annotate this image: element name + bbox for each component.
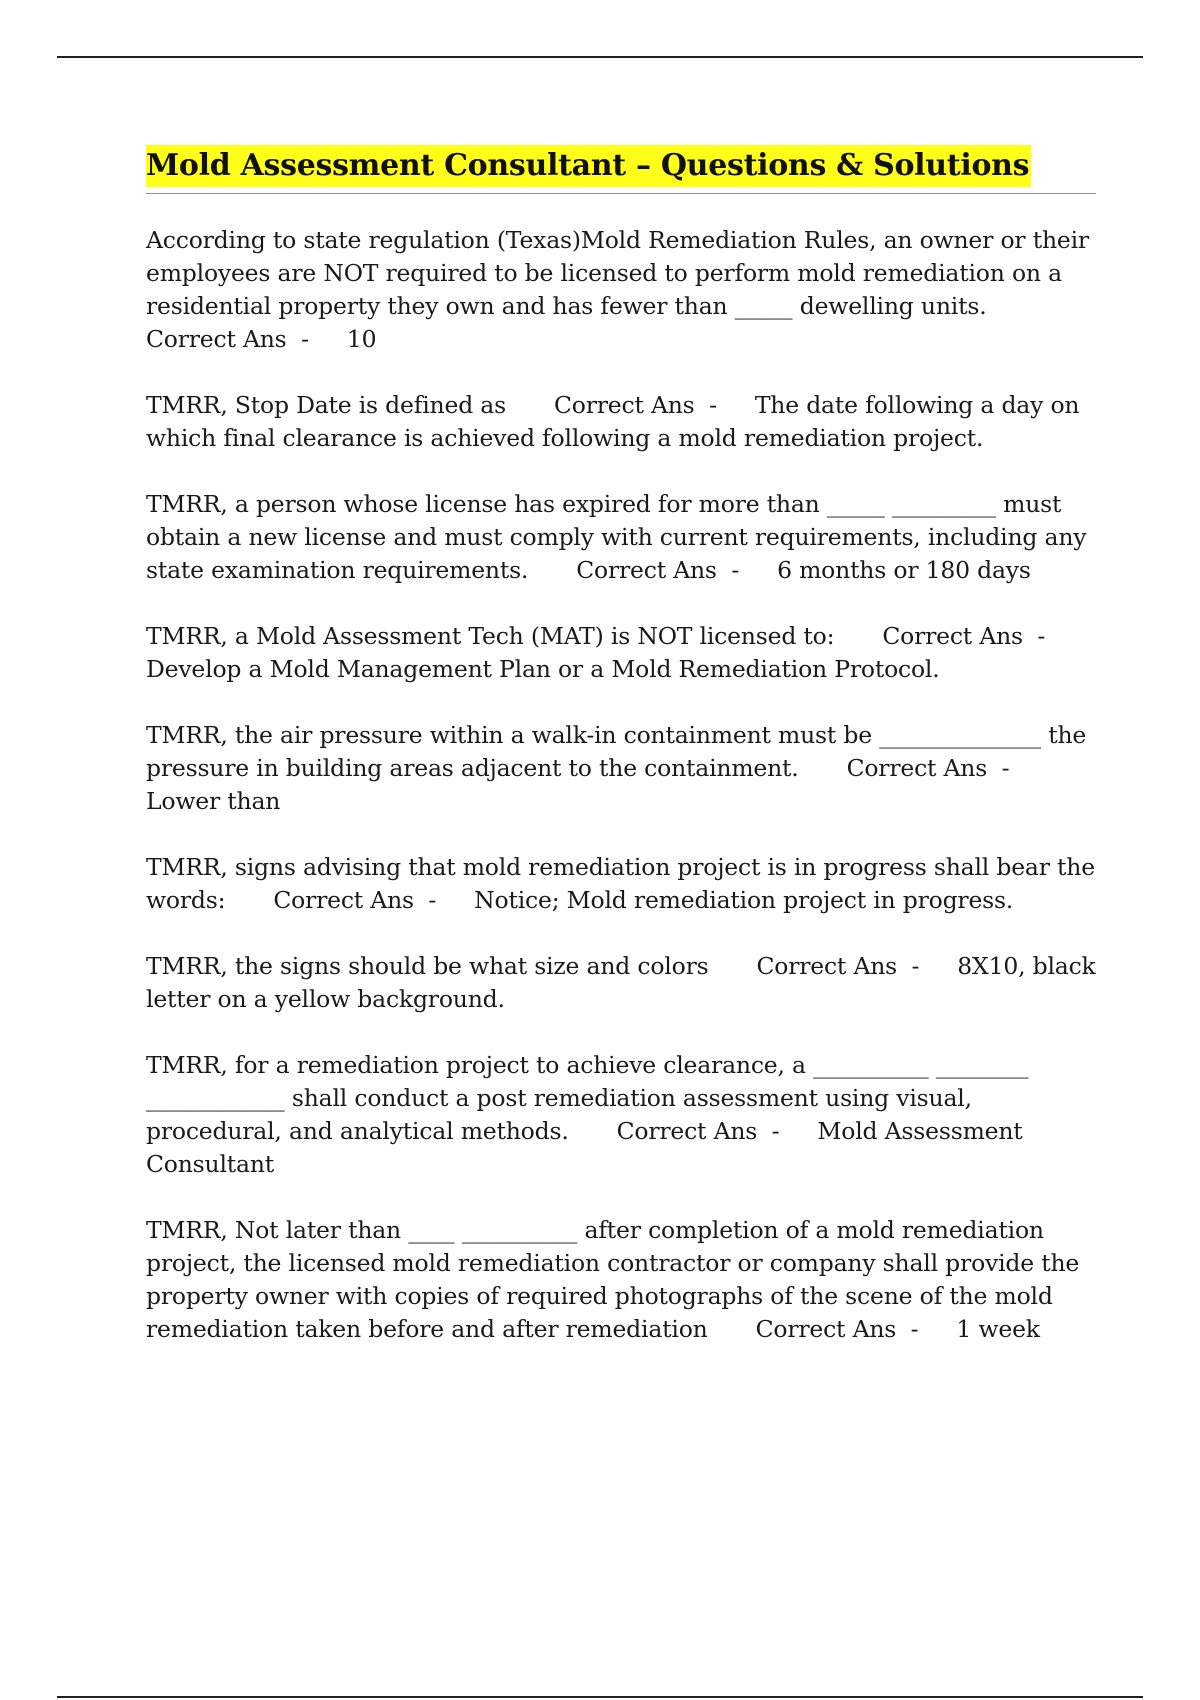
question-text: TMRR, a person whose license has expired for more than _____ _________ must obtain a new license and must comply with current requirements, including any state examination requirements. <box>146 490 1087 584</box>
qa-item <box>146 950 1096 1016</box>
answer-label: Correct Ans - <box>616 1117 780 1145</box>
answer-text: 8X10, black letter on a yellow background. <box>146 952 1096 1013</box>
qa-item <box>146 1049 1096 1181</box>
answer-text: 10 <box>346 325 377 353</box>
question-text: According to state regulation (Texas)Mold Remediation Rules, an owner or their employees are NOT required to be licensed to perform mold remediation on a residential property they own and has fewer than _____ dewelling units. <box>146 226 1089 320</box>
answer-text: Develop a Mold Management Plan or a Mold Remediation Protocol. <box>146 655 940 683</box>
answer-label: Correct Ans - <box>755 1315 919 1343</box>
question-text: TMRR, signs advising that mold remediation project is in progress shall bear the words: <box>146 853 1095 914</box>
document-title: Mold Assessment Consultant – Questions & Solutions <box>146 145 1031 187</box>
qa-list <box>146 224 1096 1346</box>
qa-item <box>146 224 1096 356</box>
answer-text: 6 months or 180 days <box>777 556 1031 584</box>
answer-text: 1 week <box>956 1315 1040 1343</box>
qa-item <box>146 389 1096 455</box>
question-text: TMRR, a Mold Assessment Tech (MAT) is NOT licensed to: <box>146 622 835 650</box>
answer-label: Correct Ans - <box>576 556 740 584</box>
qa-item <box>146 719 1096 818</box>
document-body <box>146 145 1096 1379</box>
answer-text: The date following a day on which final clearance is achieved following a mold remediation project. <box>146 391 1080 452</box>
answer-label: Correct Ans - <box>756 952 920 980</box>
qa-item <box>146 488 1096 587</box>
header-rule <box>57 56 1143 58</box>
question-text: TMRR, Not later than ____ __________ after completion of a mold remediation project, the licensed mold remediation contractor or company shall provide the property owner with copies of required photographs of the scene of the mold remediation taken before and after remediation <box>146 1216 1080 1343</box>
question-text: TMRR, Stop Date is defined as <box>146 391 506 419</box>
title-block <box>146 145 1096 194</box>
question-text: TMRR, for a remediation project to achieve clearance, a __________ ________ ____________ shall conduct a post remediation assessment using visual, procedural, and analytical methods. <box>146 1051 1029 1145</box>
footer-rule <box>57 1696 1143 1698</box>
answer-label: Correct Ans - <box>882 622 1046 650</box>
qa-item <box>146 851 1096 917</box>
answer-label: Correct Ans - <box>846 754 1010 782</box>
answer-text: Mold Assessment Consultant <box>146 1117 1023 1178</box>
answer-text: Notice; Mold remediation project in progress. <box>474 886 1014 914</box>
answer-label: Correct Ans - <box>553 391 717 419</box>
question-text: TMRR, the air pressure within a walk-in containment must be ______________ the pressure in building areas adjacent to the containment. <box>146 721 1087 782</box>
question-text: TMRR, the signs should be what size and colors <box>146 952 709 980</box>
answer-label: Correct Ans - <box>146 325 309 353</box>
answer-label: Correct Ans - <box>273 886 437 914</box>
qa-item <box>146 1214 1096 1346</box>
qa-item <box>146 620 1096 686</box>
answer-text: Lower than <box>146 787 281 815</box>
